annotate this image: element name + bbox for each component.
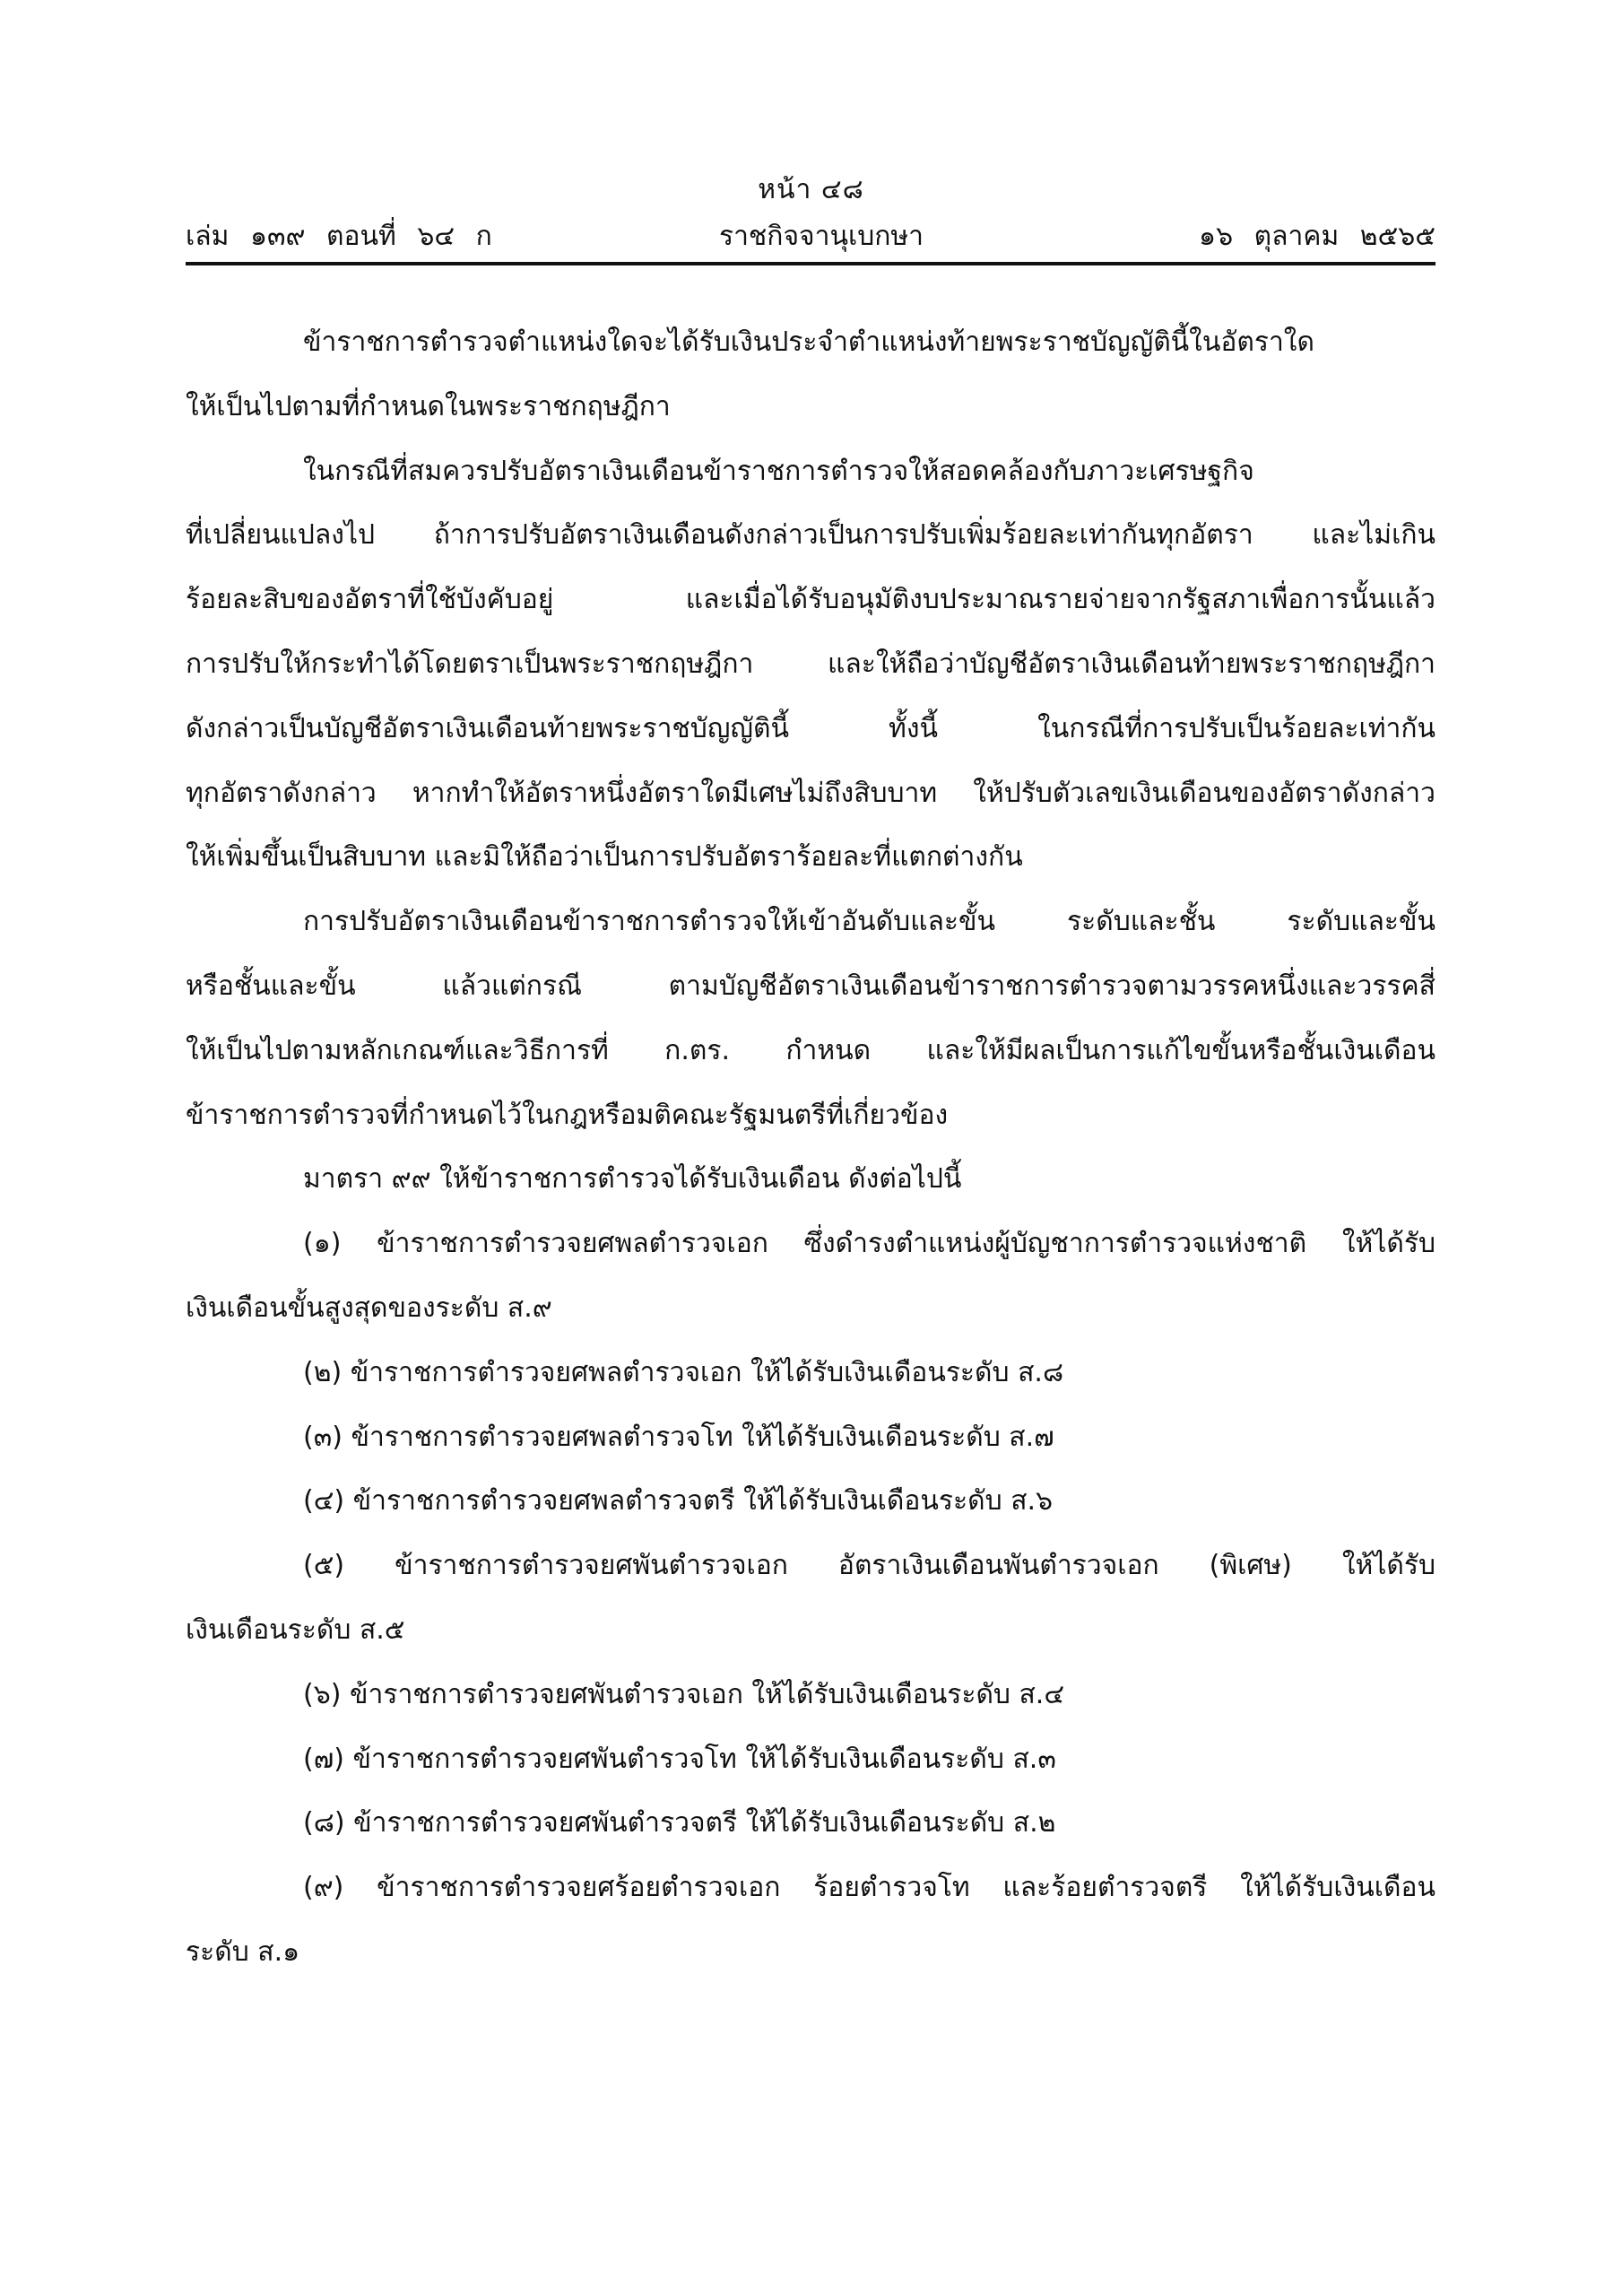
text-line: ที่เปลี่ยนแปลงไป ถ้าการปรับอัตราเงินเดือนดังกล่าวเป็นการปรับเพิ่มร้อยละเท่ากันทุกอัตรา และไม่เกิน [186, 519, 1436, 552]
page-number: หน้า ๔๘ [758, 174, 864, 205]
list-item-line: (๘) ข้าราชการตำรวจยศพันตำรวจตรี ให้ได้รับเงินเดือนระดับ ส.๒ [303, 1807, 1056, 1839]
running-header [186, 215, 1436, 255]
list-item-line: (๒) ข้าราชการตำรวจยศพลตำรวจเอก ให้ได้รับเงินเดือนระดับ ส.๘ [303, 1356, 1064, 1388]
volume-issue: เล่ม ๑๓๙ ตอนที่ ๖๔ ก [186, 221, 492, 252]
publication-date: ๑๖ ตุลาคม ๒๕๖๕ [1199, 221, 1436, 252]
text-line: ทุกอัตราดังกล่าว หากทำให้อัตราหนึ่งอัตราใดมีเศษไม่ถึงสิบบาท ให้ปรับตัวเลขเงินเดือนของอัตราดังกล่าว [186, 777, 1436, 809]
list-item-line: (๓) ข้าราชการตำรวจยศพลตำรวจโท ให้ได้รับเงินเดือนระดับ ส.๗ [303, 1421, 1054, 1453]
list-item-line: ระดับ ส.๑ [186, 1935, 300, 1968]
list-item-line: (๕) ข้าราชการตำรวจยศพันตำรวจเอก อัตราเงินเดือนพันตำรวจเอก (พิเศษ) ให้ได้รับ [303, 1550, 1436, 1582]
text-line: ให้เป็นไปตามที่กำหนดในพระราชกฤษฎีกา [186, 390, 671, 422]
header-rule [186, 262, 1436, 265]
body-text [186, 310, 1436, 1985]
text-line: ข้าราชการตำรวจที่กำหนดไว้ในกฎหรือมติคณะรัฐมนตรีที่เกี่ยวข้อง [186, 1099, 949, 1131]
list-item-line: เงินเดือนขั้นสูงสุดของระดับ ส.๙ [186, 1292, 552, 1324]
publication-title: ราชกิจจานุเบกษา [718, 221, 924, 252]
text-line: ร้อยละสิบของอัตราที่ใช้บังคับอยู่ และเมื่อได้รับอนุมัติงบประมาณรายจ่ายจากรัฐสภาเพื่อการนั้นแล้ว [186, 584, 1436, 616]
list-item-line: (๔) ข้าราชการตำรวจยศพลตำรวจตรี ให้ได้รับเงินเดือนระดับ ส.๖ [303, 1485, 1054, 1518]
text-line: ข้าราชการตำรวจตำแหน่งใดจะได้รับเงินประจำตำแหน่งท้ายพระราชบัญญัตินี้ในอัตราใด [303, 326, 1314, 358]
text-line: ในกรณีที่สมควรปรับอัตราเงินเดือนข้าราชการตำรวจให้สอดคล้องกับภาวะเศรษฐกิจ [303, 455, 1254, 487]
list-item-line: (๑) ข้าราชการตำรวจยศพลตำรวจเอก ซึ่งดำรงตำแหน่งผู้บัญชาการตำรวจแห่งชาติ ให้ได้รับ [303, 1228, 1436, 1260]
text-line: ให้เพิ่มขึ้นเป็นสิบบาท และมิให้ถือว่าเป็นการปรับอัตราร้อยละที่แตกต่างกัน [186, 841, 1023, 874]
text-line: ให้เป็นไปตามหลักเกณฑ์และวิธีการที่ ก.ตร. กำหนด และให้มีผลเป็นการแก้ไขขั้นหรือชั้นเงินเดือน [186, 1034, 1436, 1066]
text-line: ดังกล่าวเป็นบัญชีอัตราเงินเดือนท้ายพระราชบัญญัตินี้ ทั้งนี้ ในกรณีที่การปรับเป็นร้อยละเท่ากัน [186, 712, 1436, 744]
text-line: การปรับอัตราเงินเดือนข้าราชการตำรวจให้เข้าอันดับและขั้น ระดับและชั้น ระดับและขั้น [303, 906, 1436, 938]
text-line: หรือชั้นและขั้น แล้วแต่กรณี ตามบัญชีอัตราเงินเดือนข้าราชการตำรวจตามวรรคหนึ่งและวรรคสี่ [186, 970, 1436, 1002]
list-item-line: เงินเดือนระดับ ส.๕ [186, 1613, 405, 1646]
list-item-line: (๙) ข้าราชการตำรวจยศร้อยตำรวจเอก ร้อยตำรวจโท และร้อยตำรวจตรี ให้ได้รับเงินเดือน [303, 1872, 1436, 1904]
text-line: การปรับให้กระทำได้โดยตราเป็นพระราชกฤษฎีกา และให้ถือว่าบัญชีอัตราเงินเดือนท้ายพระราชกฤษฎีกา [186, 648, 1436, 680]
list-item-line: (๗) ข้าราชการตำรวจยศพันตำรวจโท ให้ได้รับเงินเดือนระดับ ส.๓ [303, 1743, 1056, 1775]
section-heading-line: มาตรา ๙๙ ให้ข้าราชการตำรวจได้รับเงินเดือน ดังต่อไปนี้ [303, 1163, 962, 1196]
list-item-line: (๖) ข้าราชการตำรวจยศพันตำรวจเอก ให้ได้รับเงินเดือนระดับ ส.๔ [303, 1678, 1065, 1710]
